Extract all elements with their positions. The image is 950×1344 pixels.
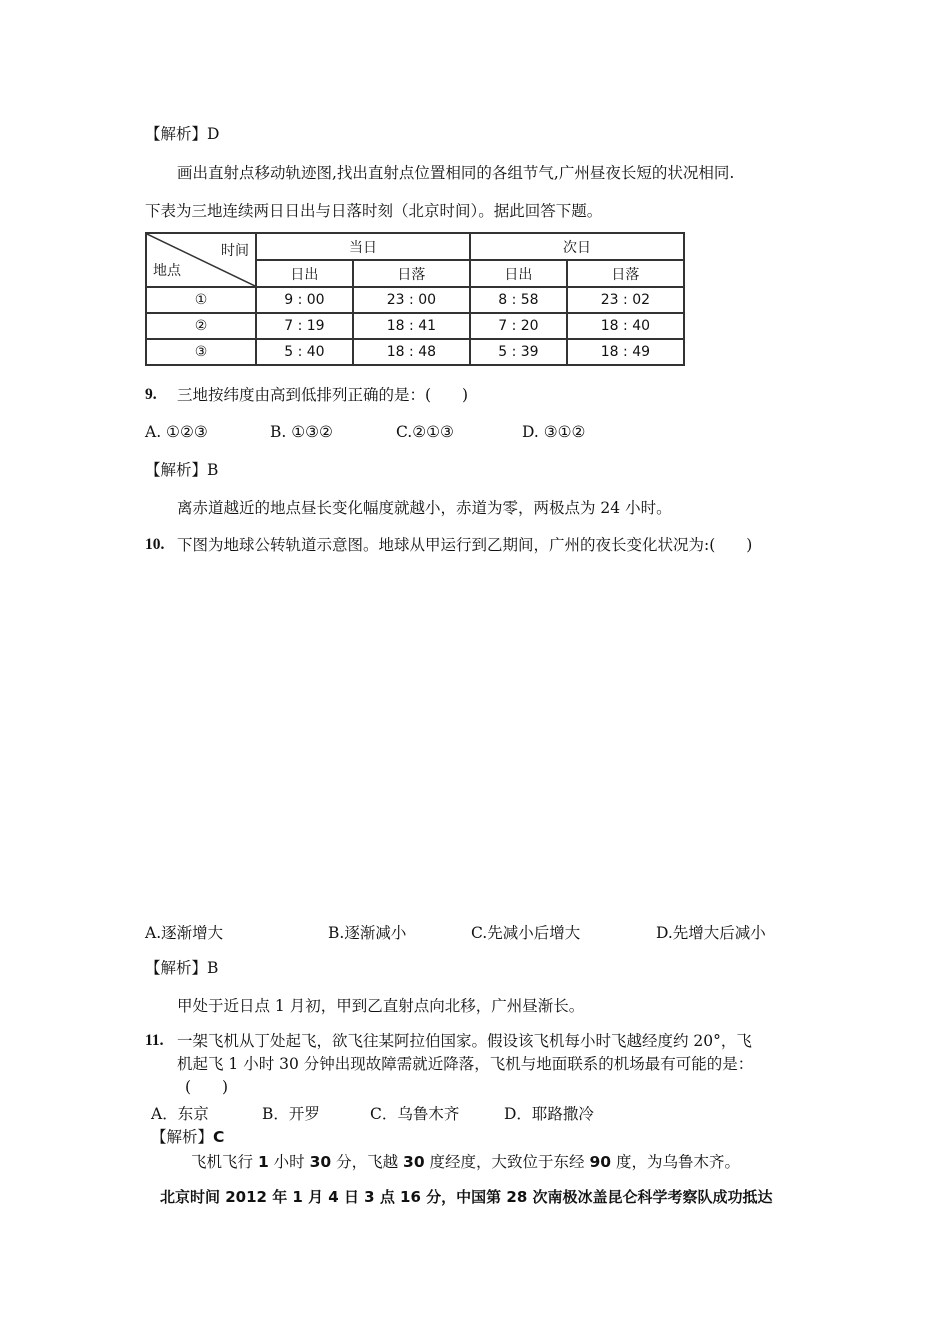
- exp-part: 小时: [268, 1153, 310, 1171]
- q10-answer-label: 【解析】B: [145, 959, 219, 977]
- corner-header-time: 时间: [221, 243, 249, 259]
- header-day2: 次日: [470, 233, 684, 260]
- q11-answer-label: 【解析】: [151, 1128, 214, 1146]
- value-cell: 18 : 40: [567, 313, 684, 339]
- place-cell: ②: [146, 313, 256, 339]
- q10-option-d: D.先增大后减小: [656, 924, 766, 942]
- value-cell: 18 : 41: [353, 313, 470, 339]
- value-cell: 7 : 19: [256, 313, 353, 339]
- table-intro: 下表为三地连续两日日出与日落时刻（北京时间）。据此回答下题。: [145, 202, 603, 220]
- q9-number: 9.: [145, 386, 157, 403]
- q11-text-line1: 一架飞机从丁处起飞，欲飞往某阿拉伯国家。假设该飞机每小时飞越经度约 20°，飞: [177, 1032, 752, 1050]
- q11-explanation: [191, 1152, 740, 1172]
- exp-num: 90: [589, 1153, 612, 1171]
- exp-part: 分，飞越: [331, 1153, 404, 1171]
- table-row: [146, 339, 684, 365]
- exp-num: 1: [257, 1153, 269, 1171]
- q10-option-b: B.逐渐减小: [328, 924, 407, 942]
- value-cell: 18 : 49: [567, 339, 684, 365]
- value-cell: 9 : 00: [256, 287, 353, 313]
- sunrise-sunset-table: [145, 232, 685, 366]
- footer-heading: 北京时间 2012 年 1 月 4 日 3 点 16 分，中国第 28 次南极冰盖昆仑科学考察队成功抵达: [160, 1188, 773, 1206]
- q10-text: 下图为地球公转轨道示意图。地球从甲运行到乙期间，广州的夜长变化状况为:( ): [177, 536, 753, 554]
- q11-text-line3: ( ): [185, 1078, 229, 1096]
- q10-option-c: C.先减小后增大: [471, 924, 581, 942]
- q9-option-a: A. ①②③: [145, 423, 208, 441]
- value-cell: 8 : 58: [470, 287, 567, 313]
- header-day1: 当日: [256, 233, 470, 260]
- header-sunrise-2: 日出: [470, 260, 567, 287]
- exp-part: 度经度，大致位于东经: [424, 1153, 590, 1171]
- place-cell: ③: [146, 339, 256, 365]
- q9-option-d: D. ③①②: [522, 423, 586, 441]
- q9-option-b: B. ①③②: [270, 423, 333, 441]
- table-row: [146, 287, 684, 313]
- value-cell: 5 : 39: [470, 339, 567, 365]
- q10-option-a: A.逐渐增大: [145, 924, 224, 942]
- q9-text: 三地按纬度由高到低排列正确的是：( ): [177, 386, 469, 404]
- q10-explanation: 甲处于近日点 1 月初，甲到乙直射点向北移，广州昼渐长。: [177, 997, 585, 1015]
- value-cell: 5 : 40: [256, 339, 353, 365]
- q11-option-d: D．耶路撒冷: [504, 1105, 594, 1123]
- table-corner-cell: [146, 233, 256, 287]
- value-cell: 18 : 48: [353, 339, 470, 365]
- q11-answer: [151, 1127, 224, 1147]
- corner-header-place: 地点: [153, 263, 181, 279]
- orbit-figure-placeholder: [145, 565, 805, 910]
- exp-part: 飞机飞行: [191, 1153, 258, 1171]
- q11-option-c: C．乌鲁木齐: [370, 1105, 460, 1123]
- value-cell: 7 : 20: [470, 313, 567, 339]
- exp-part: 度，为乌鲁木齐。: [611, 1153, 740, 1171]
- q11-option-a: A．东京: [151, 1105, 209, 1123]
- table-row: [146, 313, 684, 339]
- q9-option-c: C.②①③: [396, 423, 454, 441]
- q11-number: 11.: [145, 1032, 164, 1049]
- value-cell: 23 : 00: [353, 287, 470, 313]
- exp-num: 30: [309, 1153, 332, 1171]
- explanation-text: 画出直射点移动轨迹图,找出直射点位置相同的各组节气,广州昼夜长短的状况相同.: [177, 164, 735, 182]
- header-sunrise-1: 日出: [256, 260, 353, 287]
- q11-text-line2: 机起飞 1 小时 30 分钟出现故障需就近降落，飞机与地面联系的机场最有可能的是：: [177, 1055, 754, 1073]
- header-sunset-1: 日落: [353, 260, 470, 287]
- q10-number: 10.: [145, 536, 165, 553]
- q11-option-b: B．开罗: [262, 1105, 320, 1123]
- header-sunset-2: 日落: [567, 260, 684, 287]
- q11-answer-letter: C: [213, 1128, 225, 1146]
- exp-num: 30: [403, 1153, 425, 1171]
- q9-explanation: 离赤道越近的地点昼长变化幅度就越小，赤道为零，两极点为 24 小时。: [177, 499, 672, 517]
- place-cell: ①: [146, 287, 256, 313]
- q9-answer-label: 【解析】B: [145, 461, 219, 479]
- answer-label-d: 【解析】D: [145, 125, 220, 143]
- value-cell: 23 : 02: [567, 287, 684, 313]
